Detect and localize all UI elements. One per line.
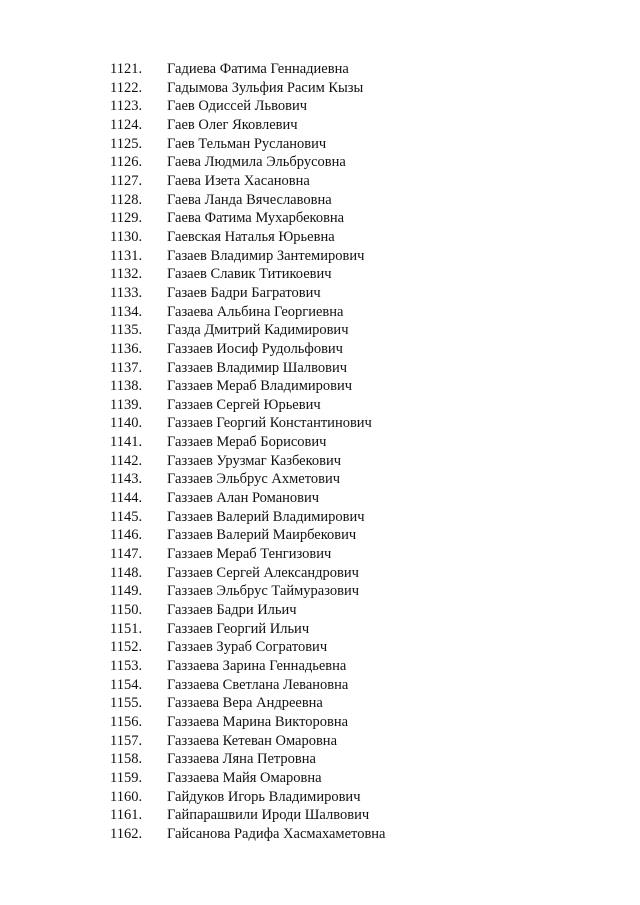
- name-list: [0, 60, 640, 844]
- list-item: [0, 228, 640, 247]
- entry-number: 1150.: [110, 602, 143, 619]
- list-item: [0, 321, 640, 340]
- list-item: [0, 713, 640, 732]
- entry-number: 1129.: [110, 210, 143, 227]
- entry-number: 1157.: [110, 732, 143, 749]
- entry-number: 1162.: [110, 825, 143, 842]
- entry-name: Газзаев Георгий Ильич: [167, 620, 310, 637]
- entry-number: 1154.: [110, 676, 143, 693]
- entry-name: Газзаев Алан Романович: [167, 490, 320, 507]
- entry-name: Газзаев Зураб Согратович: [167, 639, 328, 656]
- entry-number: 1160.: [110, 788, 143, 805]
- entry-name: Гаева Фатима Мухарбековна: [167, 210, 345, 227]
- entry-name: Газзаев Сергей Александрович: [167, 564, 359, 581]
- entry-number: 1136.: [110, 340, 143, 357]
- entry-name: Гаева Изета Хасановна: [167, 172, 310, 189]
- entry-name: Газзаев Бадри Ильич: [167, 602, 297, 619]
- entry-number: 1149.: [110, 583, 143, 600]
- list-item: [0, 676, 640, 695]
- entry-number: 1126.: [110, 154, 143, 171]
- entry-name: Газзаев Георгий Константинович: [167, 415, 372, 432]
- list-item: [0, 172, 640, 191]
- entry-name: Газзаева Майя Омаровна: [167, 769, 322, 786]
- entry-name: Газда Дмитрий Кадимирович: [167, 322, 349, 339]
- entry-number: 1128.: [110, 191, 143, 208]
- entry-name: Газаев Славик Титикоевич: [167, 266, 332, 283]
- list-item: [0, 377, 640, 396]
- entry-number: 1130.: [110, 228, 143, 245]
- entry-name: Газзаев Валерий Владимирович: [167, 508, 365, 525]
- entry-name: Гаева Людмила Эльбрусовна: [167, 154, 346, 171]
- entry-name: Газзаев Валерий Маирбекович: [167, 527, 357, 544]
- list-item: [0, 284, 640, 303]
- entry-name: Газзаев Урузмаг Казбекович: [167, 452, 342, 469]
- entry-number: 1152.: [110, 639, 143, 656]
- list-item: [0, 732, 640, 751]
- entry-name: Газзаев Эльбрус Ахметович: [167, 471, 341, 488]
- entry-number: 1121.: [110, 61, 143, 77]
- entry-number: 1122.: [110, 79, 143, 96]
- entry-number: 1156.: [110, 713, 143, 730]
- entry-number: 1124.: [110, 116, 143, 133]
- entry-name: Газзаева Светлана Левановна: [167, 676, 349, 693]
- entry-number: 1123.: [110, 98, 143, 115]
- list-item: [0, 750, 640, 769]
- list-item: [0, 414, 640, 433]
- list-item: [0, 806, 640, 825]
- list-item: [0, 97, 640, 116]
- entry-number: 1147.: [110, 546, 143, 563]
- entry-name: Газзаев Сергей Юрьевич: [167, 396, 321, 413]
- entry-name: Газзаева Зарина Геннадьевна: [167, 658, 347, 674]
- list-item: [0, 638, 640, 657]
- entry-number: 1140.: [110, 415, 143, 432]
- entry-name: Газаева Альбина Георгиевна: [167, 303, 344, 320]
- entry-number: 1142.: [110, 452, 143, 469]
- entry-number: 1146.: [110, 527, 143, 544]
- list-item: [0, 191, 640, 210]
- list-item: [0, 508, 640, 527]
- entry-name: Гайдуков Игорь Владимирович: [167, 788, 361, 805]
- entry-number: 1151.: [110, 620, 143, 637]
- list-item: [0, 601, 640, 620]
- list-item: [0, 396, 640, 415]
- entry-name: Газаев Владимир Зантемирович: [167, 247, 365, 264]
- list-item: [0, 79, 640, 98]
- list-item: [0, 526, 640, 545]
- list-item: [0, 247, 640, 266]
- entry-name: Гаев Тельман Русланович: [167, 135, 327, 152]
- entry-number: 1131.: [110, 247, 143, 264]
- list-item: [0, 825, 640, 844]
- entry-name: Газзаев Мераб Борисович: [167, 434, 327, 451]
- entry-number: 1153.: [110, 658, 143, 674]
- entry-number: 1137.: [110, 359, 143, 376]
- entry-number: 1141.: [110, 434, 143, 451]
- entry-name: Гаева Ланда Вячеславовна: [167, 191, 332, 208]
- entry-number: 1132.: [110, 266, 143, 283]
- list-item: [0, 564, 640, 583]
- entry-number: 1135.: [110, 322, 143, 339]
- entry-name: Газзаев Иосиф Рудольфович: [167, 340, 343, 357]
- entry-number: 1133.: [110, 284, 143, 301]
- list-item: [0, 359, 640, 378]
- entry-name: Гаев Одиссей Львович: [167, 98, 307, 115]
- entry-name: Газзаева Вера Андреевна: [167, 695, 323, 712]
- entry-number: 1148.: [110, 564, 143, 581]
- entry-name: Газзаева Ляна Петровна: [167, 751, 316, 768]
- entry-name: Газзаева Кетеван Омаровна: [167, 732, 338, 749]
- list-item: [0, 452, 640, 471]
- entry-number: 1138.: [110, 378, 143, 395]
- entry-name: Газзаев Владимир Шалвович: [167, 359, 348, 376]
- entry-name: Гайсанова Радифа Хасмахаметовна: [167, 825, 386, 842]
- entry-name: Газзаева Марина Викторовна: [167, 713, 349, 730]
- list-item: [0, 265, 640, 284]
- list-item: [0, 470, 640, 489]
- list-item: [0, 657, 640, 676]
- list-item: [0, 153, 640, 172]
- entry-number: 1143.: [110, 471, 143, 488]
- entry-name: Газзаев Мераб Владимирович: [167, 378, 353, 395]
- entry-name: Газзаев Эльбрус Таймуразович: [167, 583, 360, 600]
- list-item: [0, 769, 640, 788]
- entry-name: Гайпарашвили Ироди Шалвович: [167, 807, 370, 824]
- entry-number: 1161.: [110, 807, 143, 824]
- entry-name: Газзаев Мераб Тенгизович: [167, 546, 332, 563]
- list-item: [0, 788, 640, 807]
- list-item: [0, 545, 640, 564]
- entry-number: 1139.: [110, 396, 143, 413]
- entry-number: 1145.: [110, 508, 143, 525]
- entry-number: 1134.: [110, 303, 143, 320]
- entry-name: Гаев Олег Яковлевич: [167, 116, 298, 133]
- list-item: [0, 620, 640, 639]
- list-item: [0, 489, 640, 508]
- entry-name: Гаевская Наталья Юрьевна: [167, 228, 335, 245]
- list-item: [0, 433, 640, 452]
- list-item: [0, 582, 640, 601]
- entry-number: 1125.: [110, 135, 143, 152]
- entry-number: 1158.: [110, 751, 143, 768]
- list-item: [0, 116, 640, 135]
- list-item: [0, 303, 640, 322]
- entry-number: 1155.: [110, 695, 143, 712]
- list-item: [0, 60, 640, 79]
- list-item: [0, 694, 640, 713]
- entry-number: 1127.: [110, 172, 143, 189]
- list-item: [0, 209, 640, 228]
- entry-number: 1159.: [110, 769, 143, 786]
- entry-number: 1144.: [110, 490, 143, 507]
- list-item: [0, 340, 640, 359]
- entry-name: Гадымова Зульфия Расим Кызы: [167, 79, 364, 96]
- entry-name: Газаев Бадри Багратович: [167, 284, 321, 301]
- entry-name: Гадиева Фатима Геннадиевна: [167, 61, 349, 77]
- list-item: [0, 135, 640, 154]
